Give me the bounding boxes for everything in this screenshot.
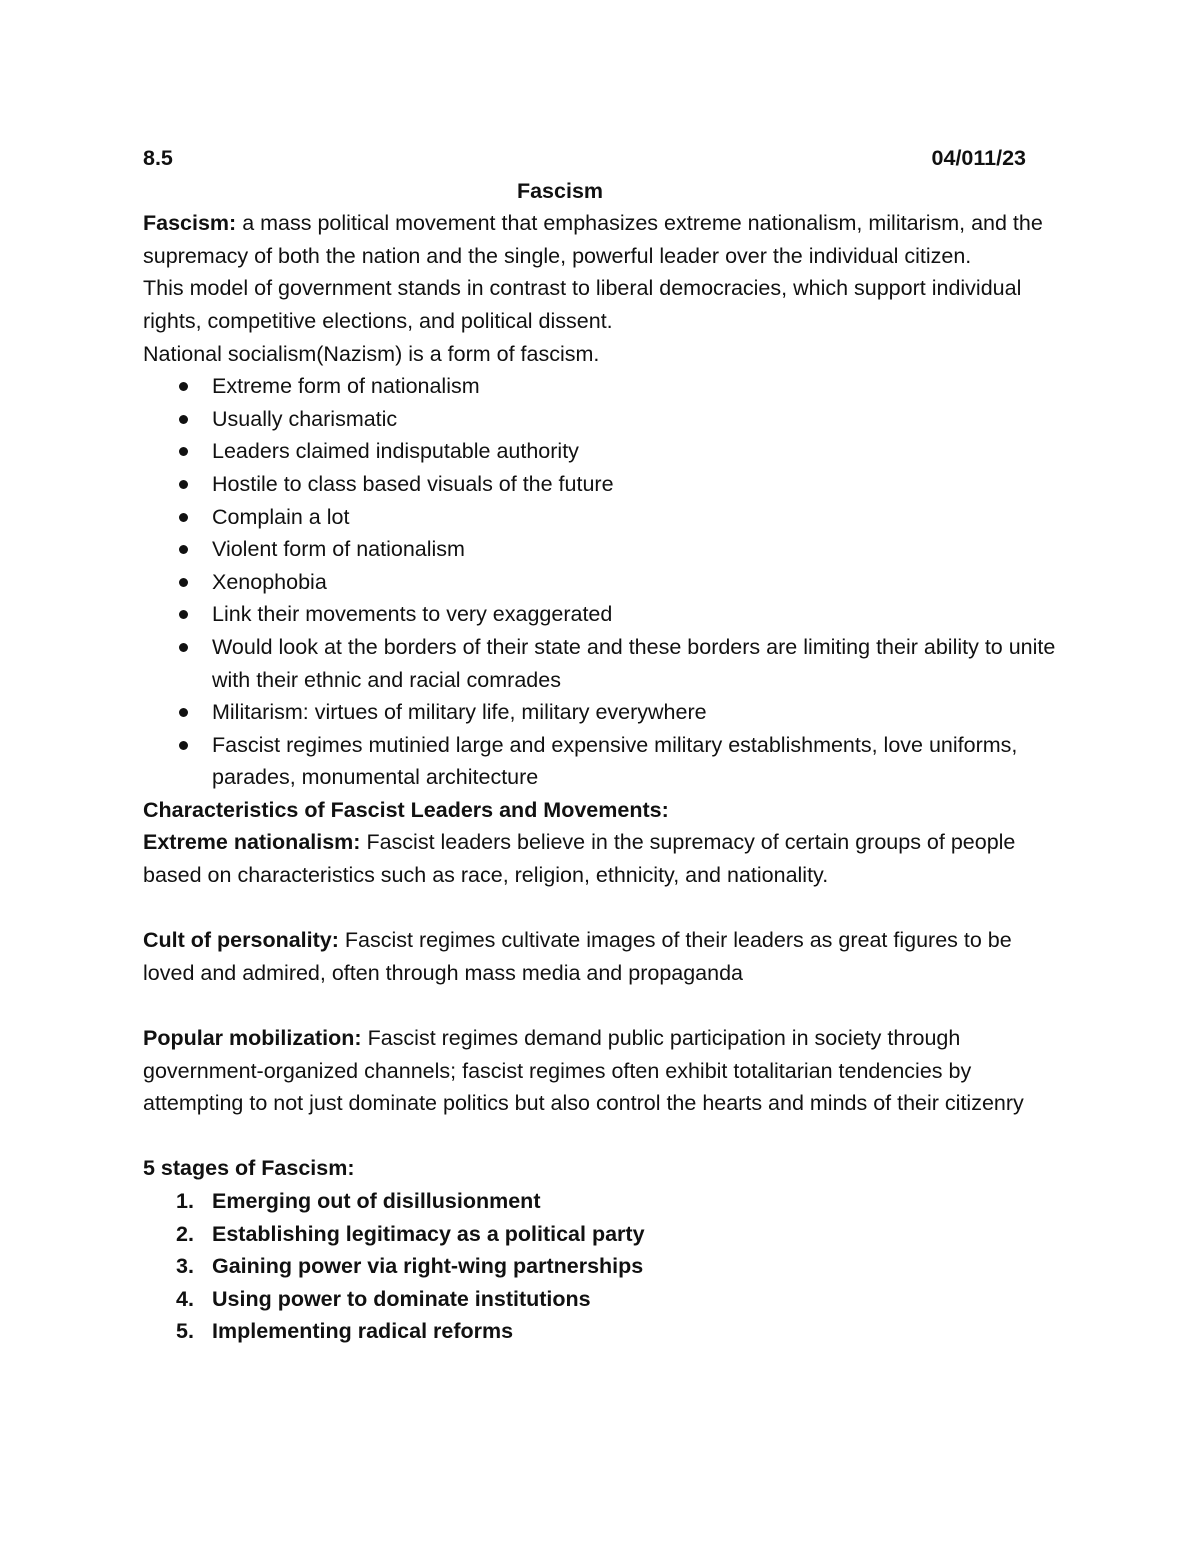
bullet-icon: [179, 415, 188, 424]
stages-heading: 5 stages of Fascism:: [143, 1156, 355, 1181]
stage-text: Implementing radical reforms: [212, 1319, 514, 1344]
stage-text: Emerging out of disillusionment: [212, 1189, 541, 1213]
stage-item: [176, 1315, 1063, 1348]
document-header: [143, 142, 1063, 175]
stage-number: 1.: [176, 1189, 194, 1213]
bullet-icon: [179, 643, 188, 652]
stage-number: 2.: [176, 1221, 194, 1246]
bullet-icon: [179, 545, 188, 554]
list-item: [212, 468, 1063, 501]
bullet-icon: [179, 708, 188, 717]
list-item-text: Extreme form of nationalism: [212, 374, 480, 399]
section-number: 8.5: [143, 146, 173, 170]
characteristic-term: Popular mobilization:: [143, 1026, 362, 1051]
stages-list: [143, 1185, 1063, 1348]
nazism-paragraph: National socialism(Nazism) is a form of fascism.: [143, 341, 600, 366]
characteristic-text: Fascist leaders believe in the supremacy of certain groups of people based on characteristics such as race, religion, ethnicity, and nationality.: [143, 830, 1016, 888]
characteristic-text: Fascist regimes demand public participation in society through government-organized channels; fascist regimes often exhibit totalitarian tendencies by attempting to not just dominate politics but also control the hearts and minds of their citizenry: [143, 1026, 1024, 1116]
list-item-text: Militarism: virtues of military life, military everywhere: [212, 700, 707, 725]
list-item: [212, 598, 1063, 631]
stage-number: 5.: [176, 1319, 194, 1344]
list-item-text: Violent form of nationalism: [212, 537, 465, 562]
list-item-text: Would look at the borders of their state and these borders are limiting their ability to unite with their ethnic and racial comrades: [212, 634, 1056, 692]
stage-text: Gaining power via right-wing partnerships: [212, 1254, 644, 1279]
list-item-text: Fascist regimes mutinied large and expensive military establishments, love uniforms, parades, monumental architecture: [212, 732, 1018, 790]
list-item: [212, 435, 1063, 468]
list-item: [212, 370, 1063, 403]
bullet-icon: [179, 480, 188, 489]
list-item: [212, 533, 1063, 566]
document-page: [143, 142, 1063, 1348]
characteristic-term: Cult of personality:: [143, 928, 339, 953]
contrast-paragraph: This model of government stands in contrast to liberal democracies, which support individual rights, competitive elections, and political dissent.: [143, 276, 1022, 333]
list-item-text: Link their movements to very exaggerated: [212, 602, 613, 627]
list-item: [212, 631, 1063, 696]
bullet-icon: [179, 382, 188, 391]
bullet-icon: [179, 610, 188, 619]
stage-item: [176, 1185, 1063, 1218]
blank-line: [143, 989, 1063, 1022]
stage-text: Establishing legitimacy as a political party: [212, 1221, 645, 1246]
document-title: Fascism: [516, 178, 604, 203]
characteristic-text: Fascist regimes cultivate images of their leaders as great figures to be loved and admired, often through mass media and propaganda: [143, 928, 1012, 985]
characteristic-term: Extreme nationalism:: [143, 830, 361, 855]
stage-number: 4.: [176, 1286, 194, 1311]
bullet-icon: [179, 513, 188, 522]
bullet-icon: [179, 578, 188, 587]
stage-text: Using power to dominate institutions: [212, 1286, 591, 1311]
characteristic-paragraph: [143, 826, 1063, 891]
bullet-list: [143, 370, 1063, 794]
list-item: [212, 566, 1063, 599]
list-item: [212, 696, 1063, 729]
stage-item: [176, 1250, 1063, 1283]
stage-number: 3.: [176, 1254, 194, 1279]
list-item: [212, 501, 1063, 534]
characteristic-paragraph: [143, 924, 1063, 989]
list-item-text: Xenophobia: [212, 569, 327, 594]
definition-paragraph: [143, 207, 1063, 272]
definition-text: a mass political movement that emphasizes extreme nationalism, militarism, and the supremacy of both the nation and the single, powerful leader over the individual citizen.: [143, 211, 1043, 268]
blank-line: [143, 892, 1063, 925]
list-item-text: Complain a lot: [212, 504, 350, 529]
bullet-icon: [179, 741, 188, 750]
list-item: [212, 403, 1063, 436]
document-date: 04/011/23: [931, 146, 1026, 170]
list-item-text: Hostile to class based visuals of the future: [212, 471, 614, 496]
list-item-text: Leaders claimed indisputable authority: [212, 439, 579, 464]
list-item: [212, 729, 1063, 794]
list-item-text: Usually charismatic: [212, 406, 398, 431]
blank-line: [143, 1120, 1063, 1153]
definition-term: Fascism:: [143, 211, 237, 236]
stage-item: [176, 1283, 1063, 1316]
stage-item: [176, 1218, 1063, 1251]
characteristic-paragraph: [143, 1022, 1063, 1120]
characteristics-heading: Characteristics of Fascist Leaders and Movements:: [143, 797, 669, 822]
bullet-icon: [179, 447, 188, 456]
